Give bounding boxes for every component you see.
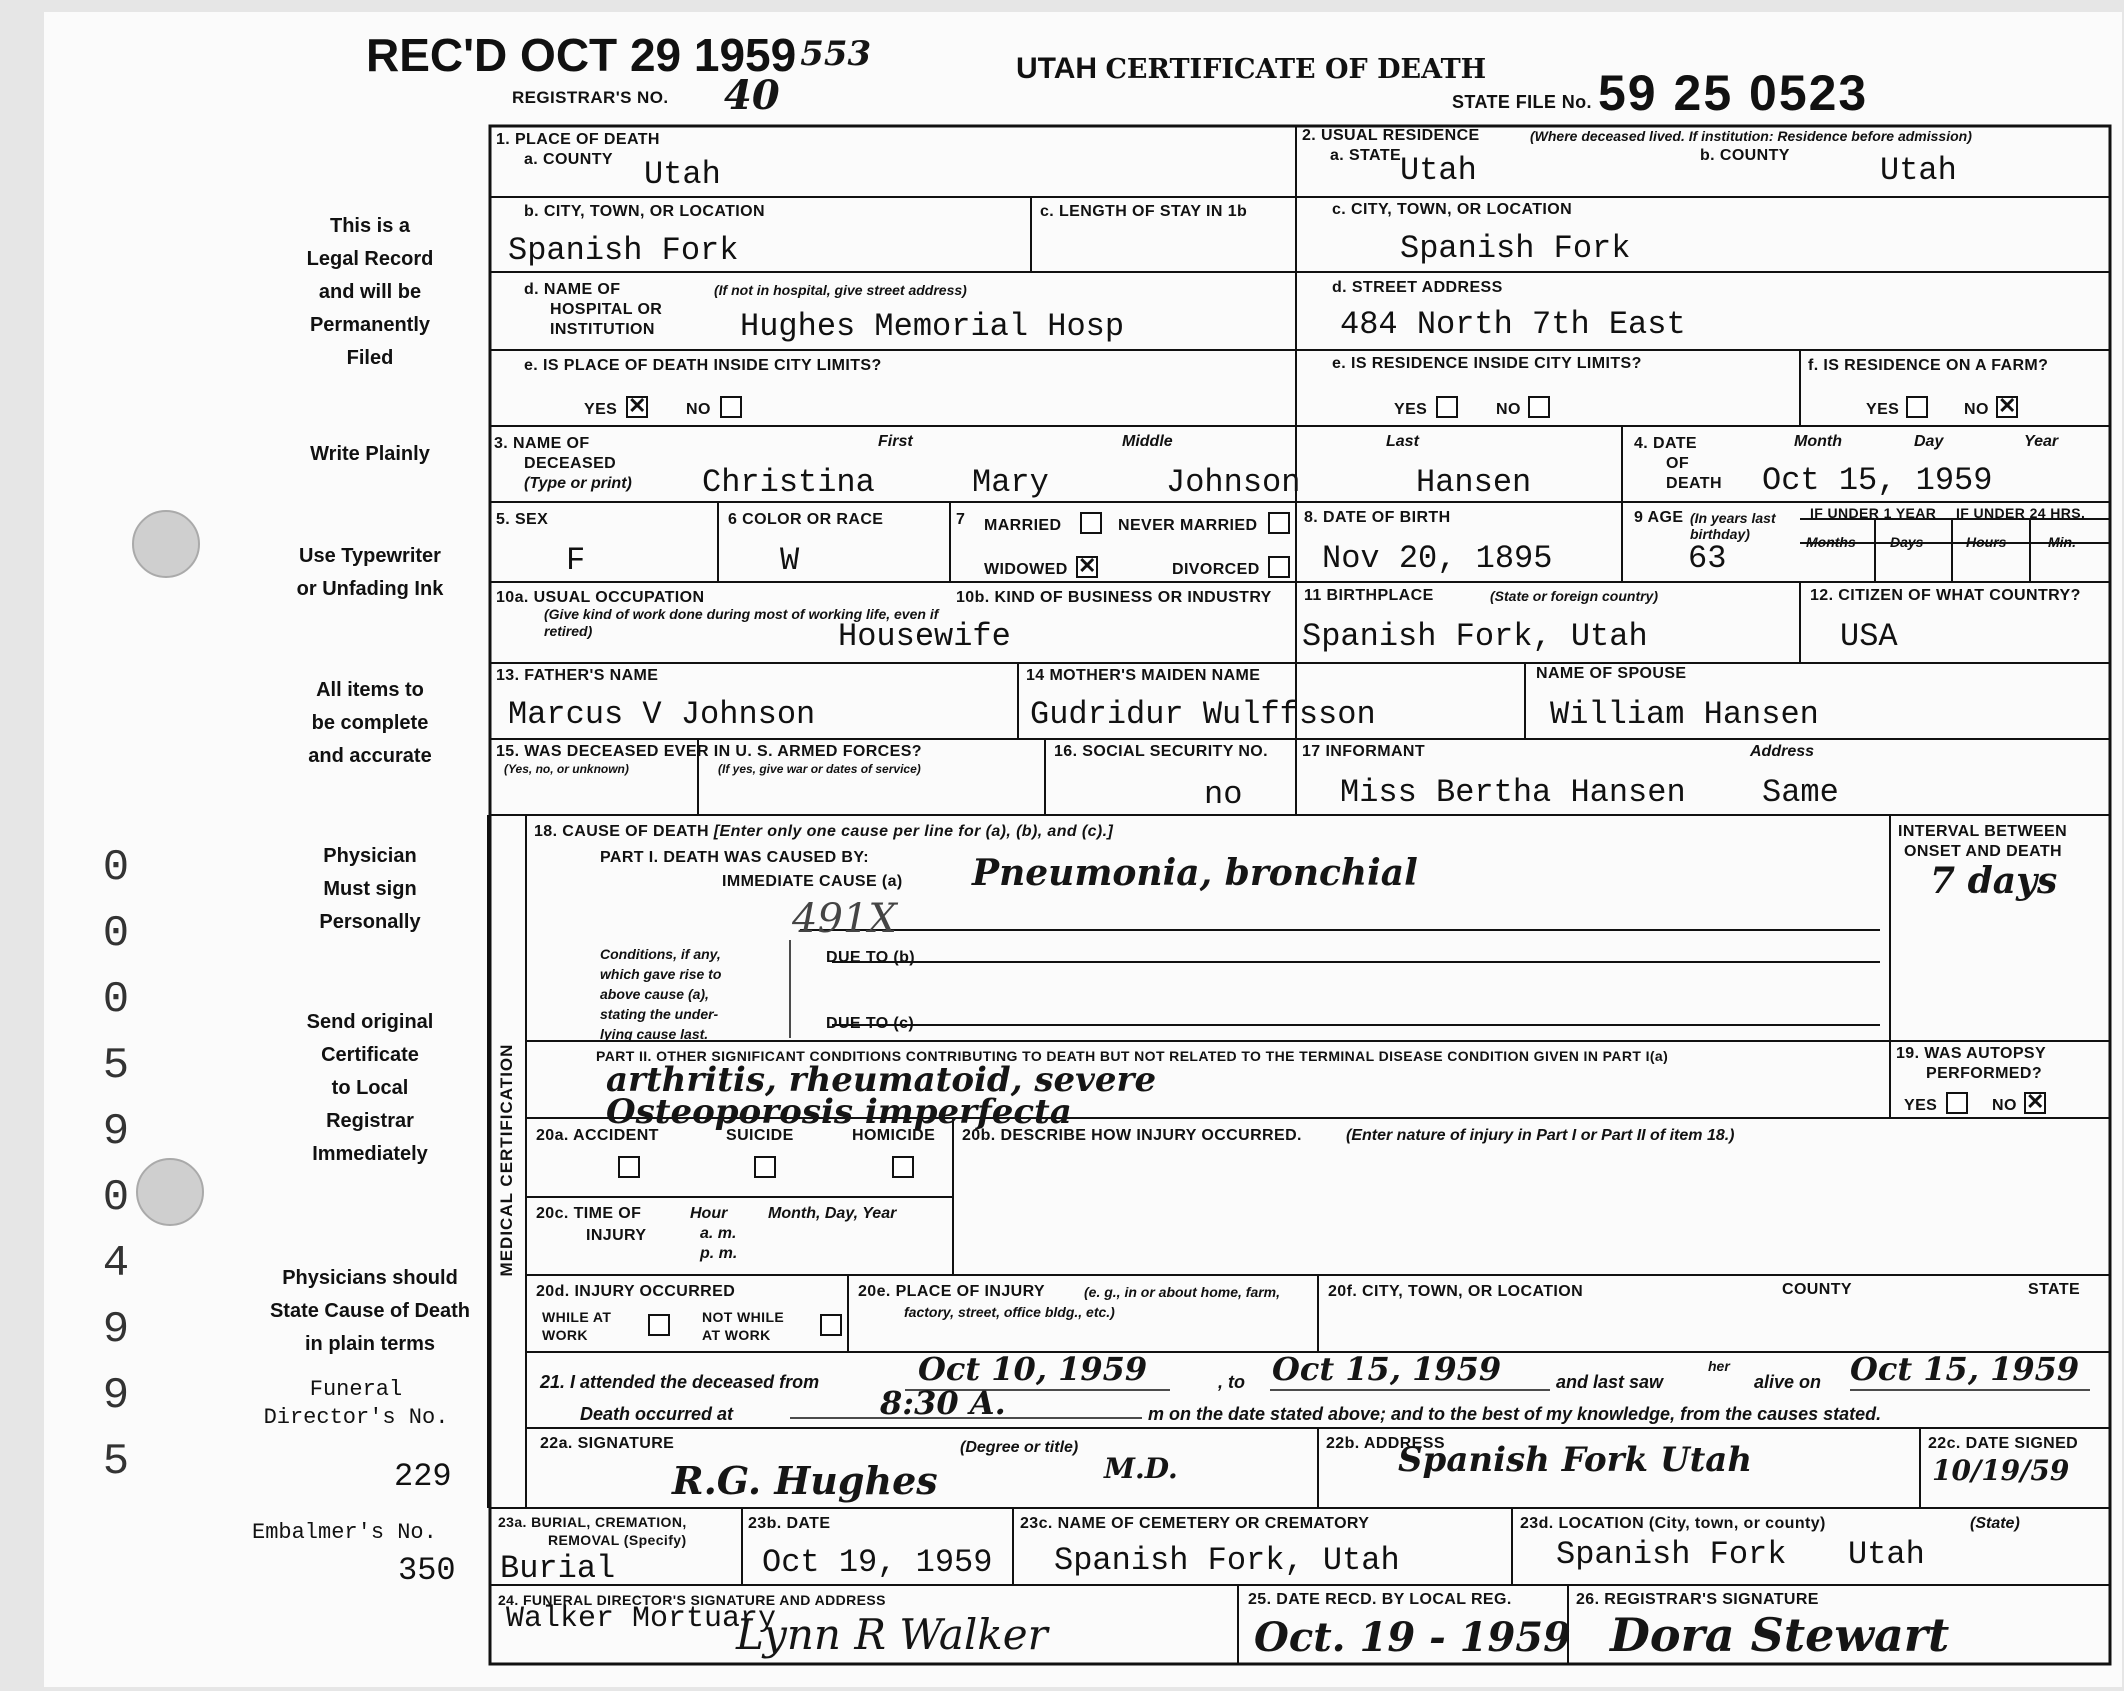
checkbox-inside-city-no[interactable] <box>720 396 742 418</box>
label-no: NO <box>1992 1097 2017 1114</box>
sidebar-note-line: Permanently <box>309 314 431 336</box>
sidebar-note-physician <box>270 840 470 939</box>
label-pm: p. m. <box>700 1245 738 1262</box>
sidebar-note-line: in plain terms <box>304 1333 436 1355</box>
label-mother: 14 MOTHER'S MAIDEN NAME <box>1026 667 1261 684</box>
sidebar-note-line: Physician <box>323 845 417 867</box>
value-race: W <box>780 542 800 579</box>
label-hospital-note: (If not in hospital, give street address) <box>714 282 967 298</box>
label-cause-of-death <box>534 822 1113 841</box>
label-burial-date: 23b. DATE <box>748 1515 831 1532</box>
value-middle-name: Mary <box>972 464 1049 501</box>
sidebar-note-line: to Local <box>331 1077 409 1099</box>
state-file-label: STATE FILE No. <box>1452 92 1592 112</box>
label-yes: YES <box>1866 401 1900 418</box>
value-funeral-signature: Lynn R Walker <box>736 1610 1048 1659</box>
label-burial: 23a. BURIAL, CREMATION, <box>498 1514 687 1530</box>
value-interval: 7 days <box>1930 860 2058 902</box>
label-hours: Hours <box>1966 534 2007 550</box>
label-hospital-2: HOSPITAL OR <box>550 301 663 318</box>
embalmer-label: Embalmer's No. <box>252 1520 437 1545</box>
label-death-city: b. CITY, TOWN, OR LOCATION <box>524 203 765 220</box>
value-date-received: Oct. 19 - 1959 <box>1254 1614 1571 1661</box>
label-cemetery: 23c. NAME OF CEMETERY OR CREMATORY <box>1020 1515 1370 1532</box>
funeral-director-label: Funeral Director's No. <box>263 1377 449 1430</box>
label-injury-how: 20b. DESCRIBE HOW INJURY OCCURRED. <box>962 1127 1302 1144</box>
label-immediate-cause: IMMEDIATE CAUSE (a) <box>722 873 903 890</box>
sidebar-note-line: Filed <box>346 347 394 369</box>
sidebar-note-line: Send original <box>306 1011 434 1033</box>
value-res-county: Utah <box>1880 152 1957 189</box>
value-attended-to: Oct 15, 1959 <box>1272 1350 1502 1388</box>
label-inside-city: e. IS PLACE OF DEATH INSIDE CITY LIMITS? <box>524 357 882 374</box>
label-county: a. COUNTY <box>524 151 613 168</box>
label-funeral-director: 24. FUNERAL DIRECTOR'S SIGNATURE AND ADDRESS <box>498 1592 886 1608</box>
value-date-signed: 10/19/59 <box>1932 1454 2070 1487</box>
label-occupation: 10a. USUAL OCCUPATION <box>496 589 705 606</box>
checkbox-married[interactable] <box>1080 512 1102 534</box>
stamp-extra-number: 553 <box>800 34 872 74</box>
label-length-of-stay: c. LENGTH OF STAY IN 1b <box>1040 203 1248 220</box>
label-hour: Hour <box>690 1205 728 1222</box>
value-res-city: Spanish Fork <box>1400 230 1631 267</box>
sidebar-note-send <box>270 1006 470 1171</box>
sidebar-note-line: Immediately <box>312 1143 428 1165</box>
label-am: a. m. <box>700 1225 737 1242</box>
sidebar-note-cause <box>250 1262 490 1361</box>
label-injury-how-note: (Enter nature of injury in Part I or Part II of item 18.) <box>1346 1127 1735 1144</box>
label-middle: Middle <box>1122 433 1173 450</box>
label-death-occurred: Death occurred at <box>580 1404 734 1424</box>
sidebar-note-plainly <box>270 438 470 471</box>
conditions-line: above cause (a), <box>600 986 709 1002</box>
label-res-state: a. STATE <box>1330 147 1402 164</box>
label-death: DEATH <box>1666 475 1722 492</box>
label-date-signed: 22c. DATE SIGNED <box>1928 1435 2079 1452</box>
label-part-2: PART II. OTHER SIGNIFICANT CONDITIONS CONTRIBUTING TO DEATH BUT NOT RELATED TO THE TERMINAL DISEASE CONDITION GIVEN IN PART I(a) <box>596 1048 1669 1064</box>
checkbox-not-while-at-work[interactable] <box>820 1314 842 1336</box>
value-location-state: Utah <box>1848 1536 1925 1573</box>
label-deceased: DECEASED <box>524 455 617 472</box>
checkbox-autopsy-no[interactable] <box>2024 1092 2046 1114</box>
value-hospital: Hughes Memorial Hosp <box>740 308 1125 345</box>
title-prefix: UTAH <box>1016 52 1098 85</box>
label-signature: 22a. SIGNATURE <box>540 1435 675 1452</box>
label-min: Min. <box>2048 534 2076 550</box>
label-no: NO <box>1496 401 1521 418</box>
checkbox-farm-yes[interactable] <box>1906 396 1928 418</box>
sidebar-note-line: Personally <box>319 911 421 933</box>
title-main: CERTIFICATE OF DEATH <box>1105 54 1487 85</box>
checkbox-res-city-yes[interactable] <box>1436 396 1458 418</box>
label-armed-note-2: (If yes, give war or dates of service) <box>718 762 921 776</box>
checkbox-farm-no[interactable] <box>1996 396 2018 418</box>
checkbox-never-married[interactable] <box>1268 512 1290 534</box>
value-res-state: Utah <box>1400 152 1477 189</box>
sidebar-note-line: and will be <box>318 281 422 303</box>
value-immediate-cause: Pneumonia, bronchial <box>972 852 1418 894</box>
funeral-director-no: 229 <box>394 1458 452 1495</box>
checkbox-inside-city-yes[interactable] <box>626 396 648 418</box>
label-while-at-work: WHILE AT WORK <box>542 1309 612 1343</box>
label-res-city: c. CITY, TOWN, OR LOCATION <box>1332 201 1573 218</box>
label-alive-on: alive on <box>1754 1372 1822 1392</box>
label-place-of-injury-note: (e. g., in or about home, farm, factory, street, office bldg., etc.) <box>904 1284 1281 1320</box>
value-funeral-director: Walker Mortuary <box>506 1602 777 1636</box>
value-burial-date: Oct 19, 1959 <box>762 1544 993 1581</box>
state-file-no: 59 25 0523 <box>1598 65 1869 121</box>
value-informant-address: Same <box>1762 774 1839 811</box>
label-citizen: 12. CITIZEN OF WHAT COUNTRY? <box>1810 587 2081 604</box>
sidebar-note-line: Must sign <box>323 878 417 900</box>
sidebar-note-line: Physicians should <box>282 1267 458 1289</box>
label-no: NO <box>686 401 711 418</box>
received-stamp-text: REC'D OCT 29 1959 <box>366 29 797 81</box>
label-cause-of-death-text: 18. CAUSE OF DEATH <box>534 823 709 840</box>
label-her: her <box>1708 1358 1730 1374</box>
value-birth-date: Nov 20, 1895 <box>1322 540 1553 577</box>
label-ssn: 16. SOCIAL SECURITY NO. <box>1054 743 1268 760</box>
label-registrar-signature: 26. REGISTRAR'S SIGNATURE <box>1576 1591 1819 1608</box>
label-res-county: b. COUNTY <box>1700 147 1790 164</box>
sidebar-note-line: This is a <box>329 215 411 237</box>
label-due-to-c: DUE TO (c) <box>826 1015 915 1032</box>
value-physician-signature: R.G. Hughes <box>672 1458 938 1503</box>
label-injury-occurred: 20d. INJURY OCCURRED <box>536 1283 736 1300</box>
label-yes: YES <box>584 401 618 418</box>
label-degree: (Degree or title) <box>960 1439 1079 1456</box>
sidebar-note-line: and accurate <box>308 745 432 767</box>
sidebar-note-line: Use Typewriter <box>299 545 441 567</box>
value-physician-address: Spanish Fork Utah <box>1398 1440 1753 1480</box>
label-under-24-hrs: IF UNDER 24 HRS. <box>1956 505 2086 521</box>
label-name-deceased: 3. NAME OF <box>494 435 590 452</box>
sidebar-note-line: Legal Record <box>306 248 434 270</box>
value-last-saw: Oct 15, 1959 <box>1850 1350 2080 1388</box>
checkbox-homicide[interactable] <box>892 1156 914 1178</box>
label-date-of-death: 4. DATE <box>1634 435 1697 452</box>
value-citizen: USA <box>1840 618 1898 655</box>
label-not-while-at-work: NOT WHILE AT WORK <box>702 1309 785 1343</box>
label-date-received: 25. DATE RECD. BY LOCAL REG. <box>1248 1591 1512 1608</box>
label-autopsy-2: PERFORMED? <box>1926 1065 2042 1082</box>
label-due-to-b: DUE TO (b) <box>826 949 916 966</box>
label-day: Day <box>1914 433 1944 450</box>
sidebar-note-line: Registrar <box>326 1110 414 1132</box>
checkbox-widowed[interactable] <box>1076 556 1098 578</box>
label-divorced: DIVORCED <box>1172 561 1260 578</box>
label-widowed: WIDOWED <box>984 561 1068 578</box>
value-sex: F <box>566 542 586 579</box>
label-injury-state: STATE <box>2028 1281 2081 1298</box>
value-physician-degree: M.D. <box>1104 1452 1178 1485</box>
conditions-line: stating the under- <box>600 1006 719 1022</box>
sidebar-note-line: State Cause of Death <box>269 1300 471 1322</box>
label-spouse: NAME OF SPOUSE <box>1536 665 1687 682</box>
label-race: 6 COLOR OR RACE <box>728 511 884 528</box>
label-occupation-note: (Give kind of work done during most of working life, even if retired) <box>544 606 939 639</box>
value-registrar-signature: Dora Stewart <box>1610 1608 1950 1662</box>
serial-number: 0005904995 <box>102 843 130 1487</box>
label-age-note: (In years last birthday) <box>1690 510 1776 542</box>
value-cause-code: 491X <box>792 896 897 942</box>
label-farm: f. IS RESIDENCE ON A FARM? <box>1808 357 2049 374</box>
label-informant: 17 INFORMANT <box>1302 743 1426 760</box>
value-middle-name-2: Johnson <box>1166 464 1301 501</box>
label-interval-2: ONSET AND DEATH <box>1904 843 2062 860</box>
checkbox-autopsy-yes[interactable] <box>1946 1092 1968 1114</box>
label-location: 23d. LOCATION (City, town, or county) <box>1520 1515 1826 1532</box>
value-age: 63 <box>1688 540 1727 577</box>
sidebar-note-typewriter <box>270 540 470 606</box>
checkbox-while-at-work[interactable] <box>648 1314 670 1336</box>
label-homicide: HOMICIDE <box>852 1127 936 1144</box>
label-res-inside-city: e. IS RESIDENCE INSIDE CITY LIMITS? <box>1332 355 1642 372</box>
value-mother: Gudridur Wulffsson <box>1030 696 1376 733</box>
label-birthplace: 11 BIRTHPLACE <box>1304 587 1434 604</box>
label-time-of-injury: 20c. TIME OF <box>536 1205 642 1222</box>
value-burial: Burial <box>500 1550 616 1587</box>
label-armed-note-1: (Yes, no, or unknown) <box>504 762 629 776</box>
label-type-or-print: (Type or print) <box>524 475 632 492</box>
label-yes: YES <box>1394 401 1428 418</box>
sidebar-note-line: Certificate <box>321 1044 419 1066</box>
label-age: 9 AGE <box>1634 509 1684 526</box>
value-other-conditions-1: arthritis, rheumatoid, severe <box>606 1060 1157 1100</box>
label-year: Year <box>2024 433 2059 450</box>
label-medical-certification: MEDICAL CERTIFICATION <box>496 1043 516 1277</box>
label-address: Address <box>1750 743 1815 760</box>
label-accident: 20a. ACCIDENT <box>536 1127 659 1144</box>
value-death-city: Spanish Fork <box>508 232 739 269</box>
label-burial-2: REMOVAL (Specify) <box>548 1532 687 1548</box>
value-birthplace: Spanish Fork, Utah <box>1302 618 1648 655</box>
label-month: Month <box>1794 433 1842 450</box>
label-cause-note: [Enter only one cause per line for (a), (b), and (c).] <box>713 823 1114 840</box>
value-spouse: William Hansen <box>1550 696 1819 733</box>
label-death-occurred-2: m on the date stated above; and to the best of my knowledge, from the causes stated. <box>1148 1404 1882 1424</box>
label-to: , to <box>1218 1372 1245 1392</box>
label-birthplace-note: (State or foreign country) <box>1490 588 1659 604</box>
value-ssn: no <box>1204 776 1243 813</box>
checkbox-suicide[interactable] <box>754 1156 776 1178</box>
label-last-saw: and last saw <box>1556 1372 1664 1392</box>
label-physician-address: 22b. ADDRESS <box>1326 1435 1445 1452</box>
label-injury-county: COUNTY <box>1782 1281 1852 1298</box>
conditions-line: lying cause last. <box>600 1026 709 1042</box>
checkbox-res-city-no[interactable] <box>1528 396 1550 418</box>
sidebar-note-line: Write Plainly <box>310 443 430 465</box>
label-business: 10b. KIND OF BUSINESS OR INDUSTRY <box>956 589 1272 606</box>
label-married: MARRIED <box>984 517 1062 534</box>
label-conditions <box>600 944 721 1044</box>
label-suicide: SUICIDE <box>726 1127 794 1144</box>
label-autopsy: 19. WAS AUTOPSY <box>1896 1045 2047 1062</box>
value-death-county: Utah <box>644 156 721 193</box>
label-date-of-birth: 8. DATE OF BIRTH <box>1304 509 1451 526</box>
label-father: 13. FATHER'S NAME <box>496 667 659 684</box>
value-attended-from: Oct 10, 1959 <box>918 1350 1148 1388</box>
label-under-1-year: IF UNDER 1 YEAR <box>1810 505 1937 521</box>
label-armed-forces: 15. WAS DECEASED EVER IN U. S. ARMED FORCES? <box>496 743 922 760</box>
label-hospital-1: d. NAME OF <box>524 281 621 298</box>
label-yes: YES <box>1904 1097 1938 1114</box>
value-informant: Miss Bertha Hansen <box>1340 774 1686 811</box>
checkbox-divorced[interactable] <box>1268 556 1290 578</box>
label-never-married: NEVER MARRIED <box>1118 517 1258 534</box>
value-first-name: Christina <box>702 464 875 501</box>
label-street: d. STREET ADDRESS <box>1332 279 1503 296</box>
registrar-no: 40 <box>724 72 780 119</box>
label-usual-residence: 2. USUAL RESIDENCE <box>1302 127 1480 144</box>
value-cemetery: Spanish Fork, Utah <box>1054 1542 1400 1579</box>
value-death-date: Oct 15, 1959 <box>1762 462 1993 499</box>
registrar-no-label: REGISTRAR'S NO. <box>512 88 669 107</box>
sidebar-note-complete <box>270 674 470 773</box>
label-injury-city: 20f. CITY, TOWN, OR LOCATION <box>1328 1283 1584 1300</box>
label-marital-num: 7 <box>956 511 966 528</box>
label-residence-note: (Where deceased lived. If institution: Residence before admission) <box>1530 128 1972 144</box>
sidebar-note-line: or Unfading Ink <box>296 578 444 600</box>
sidebar-note-legal <box>270 210 470 375</box>
label-hospital-3: INSTITUTION <box>550 321 655 338</box>
label-no: NO <box>1964 401 1989 418</box>
label-injury: INJURY <box>586 1227 647 1244</box>
value-death-time: 8:30 A. <box>880 1384 1006 1422</box>
label-state: (State) <box>1970 1515 2020 1532</box>
sidebar-note-line: All items to <box>316 679 424 701</box>
label-place-of-injury: 20e. PLACE OF INJURY <box>858 1283 1046 1300</box>
certificate-title <box>1016 52 1486 86</box>
label-of: OF <box>1666 455 1690 472</box>
label-last: Last <box>1386 433 1419 450</box>
label-sex: 5. SEX <box>496 511 549 528</box>
value-occupation: Housewife <box>838 618 1011 655</box>
label-place-of-death: 1. PLACE OF DEATH <box>496 131 660 148</box>
label-interval: INTERVAL BETWEEN <box>1898 823 2068 840</box>
value-other-conditions-2: Osteoporosis imperfecta <box>606 1092 1072 1132</box>
value-last-name: Hansen <box>1416 464 1532 501</box>
received-stamp <box>366 28 871 82</box>
embalmer-no: 350 <box>398 1552 456 1589</box>
checkbox-accident[interactable] <box>618 1156 640 1178</box>
label-months: Months <box>1806 534 1856 550</box>
value-father: Marcus V Johnson <box>508 696 816 733</box>
value-location-city: Spanish Fork <box>1556 1536 1787 1573</box>
conditions-line: which gave rise to <box>600 966 722 982</box>
conditions-line: Conditions, if any, <box>600 946 721 962</box>
sidebar-note-line: be complete <box>311 712 429 734</box>
label-month-day-year: Month, Day, Year <box>768 1205 897 1222</box>
label-attended: 21. I attended the deceased from <box>540 1372 820 1392</box>
value-street: 484 North 7th East <box>1340 306 1686 343</box>
label-first: First <box>878 433 913 450</box>
label-days: Days <box>1890 534 1924 550</box>
label-part-1: PART I. DEATH WAS CAUSED BY: <box>600 849 869 866</box>
